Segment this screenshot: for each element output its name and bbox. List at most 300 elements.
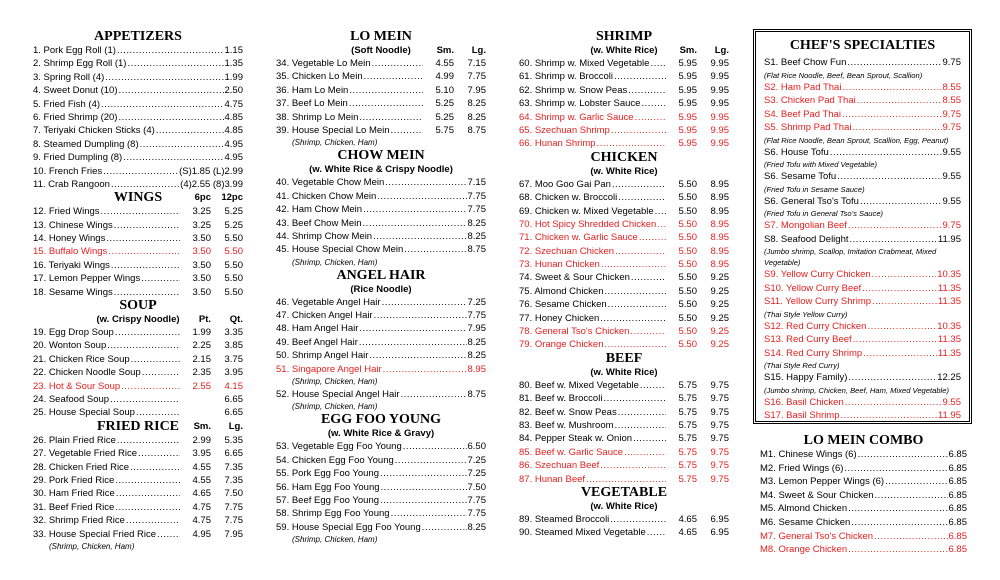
menu-item-price-large: 8.95 — [710, 245, 729, 257]
leader-dots — [600, 312, 666, 325]
leader-dots — [842, 108, 942, 122]
menu-item-row — [519, 473, 729, 486]
menu-item-row — [760, 530, 967, 544]
menu-item-price: 6.50 — [467, 441, 486, 453]
menu-item-name: 72. Szechuan Chicken — [519, 245, 615, 257]
menu-item-row — [519, 70, 729, 83]
leader-dots — [403, 440, 467, 453]
menu-item-name: 51. Singapore Angel Hair — [276, 363, 382, 375]
menu-item-row — [764, 409, 961, 423]
menu-item-name: 7. Teriyaki Chicken Sticks (4) — [33, 125, 155, 137]
leader-dots — [601, 258, 666, 271]
menu-item-price-large: 8.95 — [710, 192, 729, 204]
menu-item-name: 60. Shrimp w. Mixed Vegetable — [519, 58, 650, 69]
menu-item-name: 8. Steamed Dumpling (8) — [33, 138, 139, 150]
menu-item-price-large: 9.95 — [710, 71, 729, 83]
menu-item-price: 8.95 — [467, 363, 486, 375]
menu-item-row — [276, 481, 486, 494]
menu-item-row — [764, 396, 961, 410]
menu-item-name: 47. Chicken Angel Hair — [276, 310, 373, 322]
menu-item-name: 85. Beef w. Garlic Sauce — [519, 446, 624, 458]
menu-item-row — [764, 347, 961, 361]
menu-item-name: 73. Hunan Chicken — [519, 259, 600, 271]
leader-dots — [131, 353, 180, 366]
menu-item-row — [764, 108, 961, 122]
menu-item-price-large: 7.35 — [224, 461, 243, 473]
soup-sub: (w. Crispy Noodle) — [96, 314, 180, 326]
lo-mein-col-sm: Sm. — [436, 45, 454, 56]
menu-item-price-large: 9.25 — [710, 339, 729, 351]
leader-dots — [841, 409, 937, 423]
leader-dots — [130, 461, 180, 474]
menu-item-row — [33, 165, 243, 178]
menu-item-note: (Flat Rice Noodle, Beef, Bean Sprout, Scallion) — [764, 70, 923, 80]
menu-item-row — [276, 217, 486, 230]
menu-item-price-small: 3.95 — [192, 448, 211, 460]
menu-item-price-large: 3.75 — [224, 353, 243, 365]
menu-item-row — [764, 81, 961, 95]
menu-item-price-small: 5.75 — [678, 379, 697, 391]
menu-item-name: 40. Vegetable Chow Mein — [276, 177, 385, 189]
menu-item-name: 42. Ham Chow Mein — [276, 204, 363, 216]
menu-item-price-small: 5.25 — [435, 98, 454, 110]
menu-item-price-large: 6.95 — [710, 513, 729, 525]
leader-dots — [404, 243, 466, 256]
menu-item-price-large: 9.95 — [710, 124, 729, 136]
menu-item-price: 11.35 — [937, 296, 961, 307]
leader-dots — [156, 124, 224, 137]
menu-item-price-small: 5.50 — [678, 245, 697, 257]
menu-item-row — [519, 84, 729, 97]
menu-item-row — [33, 286, 243, 299]
menu-item-name: 35. Chicken Lo Mein — [276, 71, 363, 83]
menu-item-name: 64. Shrimp w. Garlic Sauce — [519, 111, 634, 123]
angel-hair-list-2 — [276, 388, 486, 401]
menu-item-name: 89. Steamed Broccoli — [519, 513, 610, 525]
leader-dots — [611, 124, 666, 137]
menu-item-price-small: 5.95 — [678, 98, 697, 110]
leader-dots — [140, 138, 224, 151]
menu-item-price-large: 5.35 — [224, 434, 243, 446]
menu-item-row — [519, 513, 729, 526]
menu-item-name: 55. Pork Egg Foo Young — [276, 468, 379, 480]
menu-item-price: 9.55 — [942, 171, 961, 182]
leader-dots — [359, 336, 467, 349]
menu-item-name: M5. Almond Chicken — [760, 503, 848, 515]
lo-mein-combo-section — [760, 434, 967, 557]
menu-item-name: 39. House Special Lo Mein — [276, 124, 390, 136]
menu-item-row — [276, 309, 486, 322]
menu-item-price: 1.15 — [224, 45, 243, 56]
leader-dots — [126, 514, 180, 527]
leader-dots — [837, 170, 941, 184]
menu-item-name: 30. Ham Fried Rice — [33, 488, 115, 500]
menu-item-name: M2. Fried Wings (6) — [760, 462, 844, 474]
menu-item-note: (Flat Rice Noodle, Bean Sprout, Scallion, Egg, Peanut) — [764, 135, 949, 145]
menu-item-name: 71. Chicken w. Garlic Sauce — [519, 232, 638, 244]
leader-dots — [848, 371, 936, 385]
angel-hair-heading: ANGEL HAIR — [336, 267, 426, 283]
menu-item-price-small: 2.15 — [192, 353, 211, 365]
menu-item-price-large: 6.65 — [224, 393, 243, 405]
leader-dots — [867, 320, 936, 334]
menu-item-price: 8.75 — [467, 389, 486, 401]
angel-hair-subheading: (Rice Noodle) — [350, 283, 412, 295]
menu-item-name: 68. Chicken w. Broccoli — [519, 192, 618, 204]
menu-item-price-small: 3.50 — [192, 246, 211, 258]
menu-item-name: S12. Red Curry Chicken — [764, 320, 867, 332]
menu-item-price: 7.15 — [467, 177, 486, 189]
menu-item-note: (Thai Style Yellow Curry) — [764, 309, 848, 319]
menu-item-price-small: 3.50 — [192, 286, 211, 298]
menu-item-name: 44. Shrimp Chow Mein — [276, 230, 373, 242]
menu-item-name: 38. Shrimp Lo Mein — [276, 111, 359, 123]
menu-item-name: 78. General Tso's Chicken — [519, 326, 630, 338]
leader-dots — [123, 151, 223, 164]
menu-item-price: 4.95 — [224, 152, 243, 164]
menu-item-name: S1. Beef Chow Fun — [764, 57, 847, 68]
menu-item-name: M1. Chinese Wings (6) — [760, 449, 857, 460]
leader-dots — [872, 295, 937, 309]
leader-dots — [863, 347, 937, 361]
menu-column-1 — [33, 30, 243, 553]
menu-item-row — [519, 178, 729, 191]
menu-item-price-large: 5.50 — [224, 259, 243, 271]
menu-item-name: 79. Orange Chicken — [519, 339, 604, 351]
leader-dots — [377, 190, 466, 203]
menu-item-row — [764, 94, 961, 108]
menu-item-price: 6.85 — [948, 449, 967, 460]
menu-item-price-small — [181, 393, 211, 406]
menu-item-price-large: 6.65 — [224, 448, 243, 460]
menu-item-price-small: 1.99 — [192, 327, 211, 339]
leader-dots — [111, 178, 179, 191]
menu-item-row — [276, 190, 486, 203]
vegetable-heading: VEGETABLE — [580, 484, 668, 500]
chicken-list — [519, 178, 729, 352]
menu-item-row — [33, 461, 243, 474]
menu-item-note: (Thai Style Red Curry) — [764, 361, 840, 370]
shrimp-list — [519, 57, 729, 151]
menu-item-row — [760, 543, 967, 557]
menu-item-row — [519, 271, 729, 284]
menu-item-name: 58. Shrimp Egg Foo Young — [276, 508, 390, 520]
menu-item-row — [276, 467, 486, 480]
menu-item-name: 18. Sesame Wings — [33, 286, 113, 298]
lo-mein-combo-list — [760, 448, 967, 557]
chicken-subheading: (w. White Rice) — [590, 165, 658, 177]
leader-dots — [369, 349, 466, 362]
menu-item-name: 9. Fried Dumpling (8) — [33, 152, 123, 164]
menu-item-row — [276, 494, 486, 507]
menu-item-name: 82. Beef w. Snow Peas — [519, 406, 617, 418]
menu-item-row — [276, 203, 486, 216]
leader-dots — [633, 432, 666, 445]
menu-item-row — [33, 245, 243, 258]
leader-dots — [853, 333, 937, 347]
menu-item-price: 7.25 — [467, 454, 486, 466]
leader-dots — [844, 462, 947, 476]
menu-item-name: 46. Vegetable Angel Hair — [276, 296, 381, 308]
leader-dots — [380, 494, 466, 507]
menu-item-row — [33, 501, 243, 514]
menu-item-price-small: 4.55 — [192, 461, 211, 473]
fried-rice-heading — [33, 420, 243, 434]
menu-item-name: 56. Ham Egg Foo Young — [276, 481, 380, 493]
angel-hair-note-2: (Shrimp, Chicken, Ham) — [292, 402, 378, 412]
menu-item-row — [519, 245, 729, 258]
leader-dots — [115, 474, 180, 487]
menu-item-price: 7.25 — [467, 296, 486, 308]
shrimp-col-sm: Sm. — [679, 45, 697, 56]
leader-dots — [116, 487, 180, 500]
menu-item-row — [276, 124, 486, 137]
menu-item-price-small: 5.95 — [678, 124, 697, 136]
menu-item-row — [33, 111, 243, 124]
menu-item-row — [276, 111, 486, 124]
menu-item-price-small: 5.50 — [678, 205, 697, 217]
leader-dots — [111, 259, 180, 272]
menu-item-price-small: 5.95 — [678, 84, 697, 96]
menu-item-row — [519, 191, 729, 204]
menu-item-price: 6.85 — [948, 462, 967, 474]
angel-hair-note: (Shrimp, Chicken, Ham) — [292, 377, 378, 387]
leader-dots — [830, 146, 942, 160]
lo-mein-note: (Shrimp, Chicken, Ham) — [292, 138, 378, 148]
leader-dots — [600, 459, 666, 472]
menu-item-name: S11. Yellow Curry Shrimp — [764, 296, 872, 307]
leader-dots — [610, 513, 666, 526]
menu-item-name: 16. Teriyaki Wings — [33, 259, 110, 271]
menu-item-name: 45. House Special Chow Mein — [276, 244, 404, 256]
lo-mein-combo-heading: LO MEIN COMBO — [803, 433, 924, 448]
menu-item-price-large: 8.95 — [710, 232, 729, 244]
menu-item-price-large: 8.25 — [467, 98, 486, 110]
menu-item-name: 1. Pork Egg Roll (1) — [33, 45, 116, 56]
menu-item-name: 90. Steamed Mixed Vegetable — [519, 527, 646, 539]
menu-item-row — [760, 489, 967, 503]
menu-item-price-small: 5.50 — [678, 259, 697, 271]
wings-list — [33, 205, 243, 299]
wings-heading — [33, 191, 243, 205]
menu-item-name: 84. Pepper Steak w. Onion — [519, 433, 633, 445]
menu-item-price-large: 9.25 — [710, 272, 729, 284]
menu-item-price: 11.95 — [937, 410, 961, 421]
menu-item-row — [519, 392, 729, 405]
appetizers-heading: APPETIZERS — [94, 29, 182, 44]
menu-item-price-large: 8.95 — [710, 259, 729, 271]
menu-item-name: S6. Sesame Tofu — [764, 171, 837, 182]
menu-item-row — [764, 56, 961, 70]
menu-item-row — [33, 339, 243, 352]
leader-dots — [363, 217, 467, 230]
menu-item-price: 8.25 — [467, 217, 486, 229]
menu-item-name: S2. Ham Pad Thai — [764, 81, 842, 93]
menu-item-row — [33, 71, 243, 84]
menu-item-name: 37. Beef Lo Mein — [276, 98, 348, 110]
menu-item-price-large: 5.50 — [224, 273, 243, 285]
menu-item-row — [33, 474, 243, 487]
leader-dots — [372, 57, 423, 70]
menu-item-row — [33, 98, 243, 111]
menu-item-price: 8.25 — [467, 350, 486, 362]
leader-dots — [605, 338, 667, 351]
menu-item-price: 11.35 — [937, 347, 961, 359]
menu-item-row — [764, 219, 961, 233]
chefs-specialties-heading: CHEF'S SPECIALTIES — [789, 38, 936, 53]
menu-item-price: 9.75 — [942, 122, 961, 133]
leader-dots — [107, 339, 180, 352]
menu-item-name: 25. House Special Soup — [33, 407, 135, 419]
menu-item-price: 7.75 — [467, 310, 486, 322]
menu-item-name: 48. Ham Angel Hair — [276, 323, 359, 335]
menu-item-price-large: 7.95 — [224, 528, 243, 540]
menu-item-name: 14. Honey Wings — [33, 233, 106, 245]
lo-mein-col-lg: Lg. — [471, 45, 486, 56]
leader-dots — [374, 309, 467, 322]
chow-mein-note: (Shrimp, Chicken, Ham) — [292, 257, 378, 267]
menu-item-row — [33, 219, 243, 232]
menu-item-price-small: 5.50 — [678, 192, 697, 204]
menu-item-price: 8.25 — [467, 521, 486, 533]
menu-item-price-large: 6.65 — [224, 407, 243, 419]
menu-item-name: 15. Buffalo Wings — [33, 246, 108, 258]
menu-item-row — [764, 371, 961, 385]
menu-item-name: 77. Honey Chicken — [519, 312, 600, 324]
menu-item-price-small: 5.95 — [678, 138, 697, 150]
menu-item-price: 12.25 — [937, 372, 961, 383]
leader-dots — [640, 379, 666, 392]
leader-dots — [597, 137, 666, 150]
menu-item-row — [276, 349, 486, 362]
leader-dots — [108, 245, 180, 258]
menu-item-name: S4. Beef Pad Thai — [764, 108, 841, 120]
menu-item-price-large: 9.75 — [710, 379, 729, 391]
fried-rice-col-lg: Lg. — [228, 420, 243, 432]
menu-item-price-large: 9.25 — [710, 326, 729, 338]
menu-item-note: (Fried Tofu in Sesame Sauce) — [764, 184, 865, 194]
leader-dots — [657, 218, 666, 231]
menu-item-name: 19. Egg Drop Soup — [33, 327, 114, 339]
menu-item-row — [33, 514, 243, 527]
wings-col-12pc: 12pc — [221, 192, 243, 204]
menu-item-row — [33, 366, 243, 379]
leader-dots — [382, 296, 467, 309]
menu-item-row — [519, 325, 729, 338]
leader-dots — [862, 282, 937, 296]
menu-item-row — [276, 322, 486, 335]
soup-col-pt: Pt. — [198, 314, 211, 326]
leader-dots — [860, 195, 942, 209]
menu-item-price-large: 7.15 — [467, 58, 486, 69]
menu-item-name: 63. Shrimp w. Lobster Sauce — [519, 98, 641, 110]
menu-item-price-small: 5.75 — [678, 473, 697, 485]
menu-item-price: 4.75 — [224, 98, 243, 110]
menu-item-price-small: 5.50 — [678, 339, 697, 351]
menu-item-price-large: 7.35 — [224, 474, 243, 486]
leader-dots — [373, 230, 466, 243]
menu-item-price-small: 4.65 — [192, 488, 211, 500]
soup-heading: SOUP — [119, 298, 157, 314]
menu-item-row — [519, 124, 729, 137]
leader-dots — [141, 272, 180, 285]
menu-item-name: 10. French Fries — [33, 165, 103, 177]
menu-item-name: 36. Ham Lo Mein — [276, 84, 349, 96]
chow-mein-list — [276, 176, 486, 256]
menu-item-price-large: 9.75 — [710, 406, 729, 418]
menu-item-price: 7.95 — [467, 323, 486, 335]
menu-item-price-large: 9.25 — [710, 312, 729, 324]
menu-item-name: M7. General Tso's Chicken — [760, 530, 874, 542]
menu-item-row — [519, 298, 729, 311]
menu-item-price-small: 5.75 — [678, 433, 697, 445]
menu-item-price-small: 2.35 — [192, 367, 211, 379]
leader-dots — [655, 205, 666, 218]
menu-item-row — [764, 333, 961, 347]
vegetable-list — [519, 513, 729, 540]
menu-item-row — [33, 487, 243, 500]
menu-item-row — [276, 97, 486, 110]
menu-item-row — [519, 432, 729, 445]
menu-item-name: 24. Seafood Soup — [33, 393, 110, 405]
menu-item-row — [519, 205, 729, 218]
wings-title: WINGS — [113, 190, 163, 206]
leader-dots — [612, 178, 666, 191]
menu-item-price-large: 9.25 — [710, 285, 729, 297]
menu-item-price-large: 3.85 — [224, 340, 243, 352]
menu-item-name: 20. Wonton Soup — [33, 340, 107, 352]
menu-item-row — [33, 272, 243, 285]
menu-item-row — [519, 231, 729, 244]
menu-item-name: 43. Beef Chow Mein — [276, 217, 362, 229]
menu-item-name: 32. Shrimp Fried Rice — [33, 515, 125, 527]
menu-item-name: 49. Beef Angel Hair — [276, 336, 358, 348]
menu-item-row — [33, 393, 243, 406]
menu-item-row — [519, 285, 729, 298]
menu-item-price: 4.85 — [224, 111, 243, 123]
menu-item-name: 54. Chicken Egg Foo Young — [276, 454, 394, 466]
menu-item-price-small: 5.25 — [435, 111, 454, 123]
menu-item-price-large: 7.75 — [224, 501, 243, 513]
menu-item-row — [519, 258, 729, 271]
menu-item-name: 57. Beef Egg Foo Young — [276, 494, 380, 506]
menu-item-row — [519, 526, 729, 539]
menu-item-name: 66. Hunan Shrimp — [519, 138, 596, 150]
menu-item-row — [33, 151, 243, 164]
menu-item-row — [276, 230, 486, 243]
leader-dots — [105, 71, 223, 84]
beef-subheading: (w. White Rice) — [590, 366, 658, 378]
leader-dots — [115, 326, 180, 339]
leader-dots — [422, 521, 467, 534]
egg-foo-young-list — [276, 440, 486, 534]
menu-item-name: 53. Vegetable Egg Foo Young — [276, 441, 402, 453]
menu-item-row — [33, 178, 243, 191]
menu-item-price: 7.75 — [467, 204, 486, 216]
menu-item-name: 65. Szechuan Shrimp — [519, 124, 610, 136]
menu-item-row — [276, 70, 486, 83]
menu-item-price: 8.25 — [467, 230, 486, 242]
menu-item-row — [33, 259, 243, 272]
menu-item-price-small: 5.75 — [435, 124, 454, 136]
leader-dots — [618, 191, 666, 204]
chow-mein-subheading: (w. White Rice & Crispy Noodle) — [309, 164, 453, 176]
leader-dots — [858, 448, 948, 462]
menu-item-name: 52. House Special Angel Hair — [276, 389, 400, 401]
leader-dots — [615, 419, 666, 432]
chefs-specialties-list — [756, 54, 969, 423]
menu-item-name: 11. Crab Rangoon — [33, 178, 110, 190]
